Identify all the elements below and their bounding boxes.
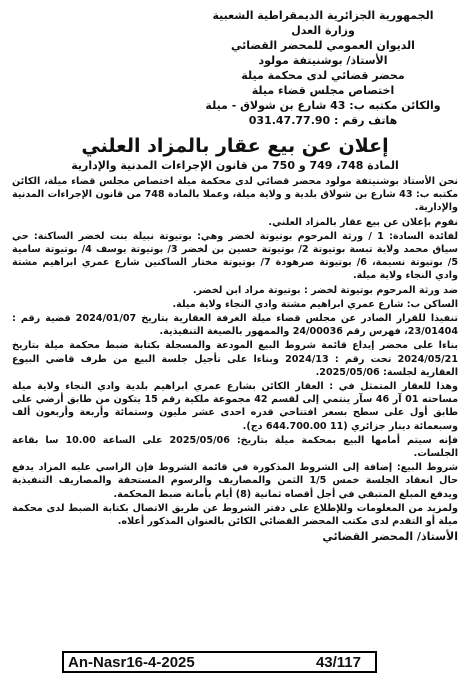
header-bailiff-name: الأستاذ/ بوشنيتفة مولود xyxy=(258,54,388,67)
notice-number: 43/117 xyxy=(315,653,361,671)
paragraph-property: وهذا للعقار المتمثل في : العقار الكائن بشارع عمري ابراهيم بلدية وادي النجاء ولاية ميلة مساحته 01 آر 46 سآر ينتمي إلى لقسم 42 مجموعة ملكية رقم 15 يتكون من طابق أرضي على طابق أول على سطح بسعر افتتاحي قدره احدى عشر مليون وستمائة وأربعة وأربعون ألف وسبعمائة دينار جزائري (11 644.700.00 دج). xyxy=(12,381,459,432)
header-court: محضر قضائي لدى محكمة ميلة xyxy=(241,69,405,82)
bailiff-header xyxy=(188,8,458,128)
header-jurisdiction: اختصاص مجلس قضاء ميلة xyxy=(251,84,395,97)
publication-reference-box xyxy=(62,651,377,673)
paragraph-more-info: ولمزيد من المعلومات وللإطلاع على دفتر الشروط عن طريق الاتصال بكتابة الضبط لدى محكمة ميلة أو التقدم لدى مكتب المحضر القضائي الكائن بالعنوان المذكور أعلاه. xyxy=(12,502,458,528)
header-office: الديوان العمومي للمحضر القضائي xyxy=(231,39,415,52)
notice-body xyxy=(12,175,458,528)
newspaper-date: An-Nasr16-4-2025 xyxy=(68,653,195,671)
paragraph-sale-date: فإنه سيتم أمامها البيع بمحكمة ميلة بتاريخ: 2025/05/06 على الساعة 10.00 سا بقاعة الجلسات. xyxy=(12,434,459,460)
paragraph-conditions-deposit: بناءا على محضر إيداع قائمة شروط البيع المودعة والمسجلة بكتابة ضبط محكمة ميلة بتاريخ 2024/05/21 تحت رقم : 2024/13 وبناءا على تأجيل جلسة البيع من طرف قاضي البيوع العقارية لجلسة: 2025/05/06. xyxy=(12,340,458,378)
header-phone: هاتف رقم : 031.47.77.90 xyxy=(248,114,398,127)
header-address: والكائن مكتبه ب: 43 شارع بن شولاق - ميلة xyxy=(205,99,441,112)
paragraph-defendant: ضد ورثة المرحوم بوتيوتة لخضر : بوتيوتة مراد ابن لخضر. xyxy=(192,284,458,296)
paragraph-defendant-address: الساكن ب: شارع عمري ابراهيم مشتة وادي النجاء ولاية ميلة. xyxy=(172,298,458,310)
header-republic: الجمهورية الجزائرية الديمقراطية الشعبية xyxy=(212,9,434,22)
signature: الأستاذ/ المحضر القضائي xyxy=(322,530,458,544)
header-ministry: وزارة العدل xyxy=(291,24,355,37)
notice-title: إعلان عن بيع عقار بالمزاد العلني xyxy=(81,135,389,157)
paragraph-court-decision: تنفيذا للقرار الصادر عن مجلس قضاء ميلة الغرفة العقارية بتاريخ 2024/01/07 قضية رقم : 23/01404، فهرس رقم 24/00036 والممهور بالصيغة التنفيذية. xyxy=(12,313,459,338)
paragraph-sale-conditions: شروط البيع: إضافة إلى الشروط المذكورة في قائمة الشروط فإن الراسي عليه المزاد يدفع حال انعقاد الجلسة خمس 1/5 الثمن والمصاريف والرسوم المستحقة والمصاريف التنفيذية ويدفع المبلغ المتبقي في أجل أقصاه ثمانية (8) أيام بأمانة ضبط المحكمة. xyxy=(12,462,458,500)
paragraph-intro: نحن الأستاذ بوشنيتفة مولود محضر قضائي لدى محكمة ميلة اختصاص مجلس قضاء ميلة، الكائن مكتبه ب: 43 شارع بن شولاق بلدية و ولاية ميلة، وعملا بالمادة 748 من قانون الإجراءات المدنية والإدارية. xyxy=(12,176,459,214)
paragraph-announcement: نقوم بإعلان عن بيع عقار بالمزاد العلني. xyxy=(268,216,458,228)
paragraph-plaintiffs: لفائدة السادة: 1 / ورثة المرحوم بوتيوتة لخضر وهي: بوتيوتة نبيلة بنت لخضر الساكنة: حي سياق محمد ولاية تبسة بوتيوتة 2/ بوتيوتة حسين بن لخضر 3/ بوتيوتة يوسف 4/ بوتيوتة سامية 5/ بوتيوتة نسيمة، 6/ بوتيوتة صرهودة 7/ بوتيوتة مختار الساكنين شارع عمري ابراهيم مشتة وادي النجاء ولاية ميلة. xyxy=(12,230,458,282)
notice-subtitle: المادة 748، 749 و 750 من قانون الإجراءات المدنية والإدارية xyxy=(71,159,399,172)
